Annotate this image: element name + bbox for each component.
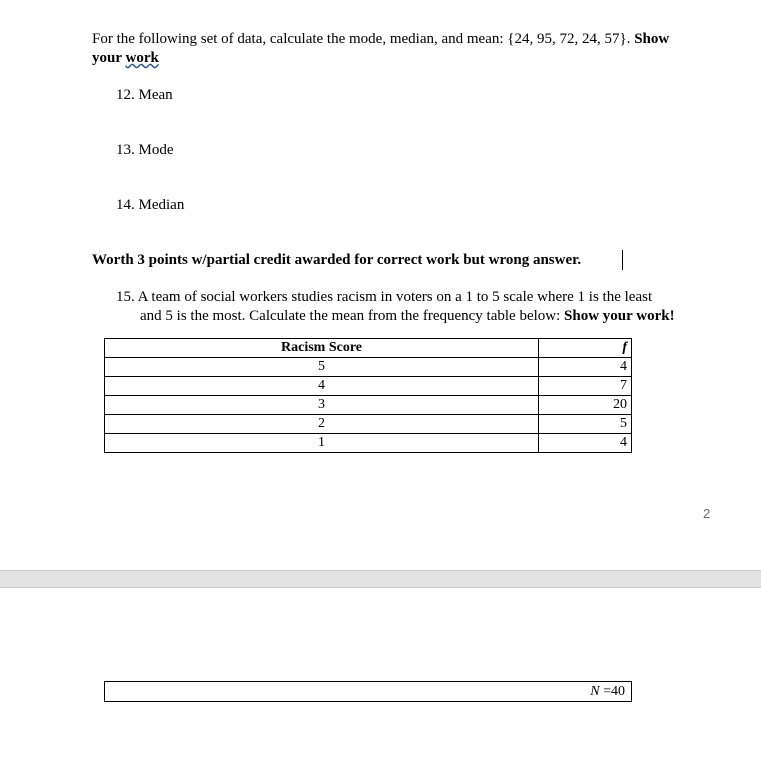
n-value: =40 bbox=[599, 684, 625, 699]
question-15-show-work: Show your work! bbox=[564, 308, 675, 324]
frequency-cell: 4 bbox=[539, 434, 632, 453]
table-row bbox=[105, 434, 632, 453]
n-label: N bbox=[590, 684, 600, 699]
frequency-table bbox=[104, 338, 632, 453]
score-cell: 2 bbox=[105, 415, 539, 434]
frequency-cell: 20 bbox=[539, 396, 632, 415]
text-cursor bbox=[622, 250, 623, 270]
total-n bbox=[590, 682, 625, 701]
header-racism-score: Racism Score bbox=[105, 339, 539, 358]
intro-work: work bbox=[125, 50, 159, 66]
score-cell: 1 bbox=[105, 434, 539, 453]
intro-line-1 bbox=[92, 30, 669, 49]
frequency-cell: 4 bbox=[539, 358, 632, 377]
page-break-gap bbox=[0, 570, 761, 588]
score-cell: 4 bbox=[105, 377, 539, 396]
question-15-text: and 5 is the most. Calculate the mean from the frequency table below: bbox=[140, 308, 561, 324]
table-row bbox=[105, 415, 632, 434]
table-header-row bbox=[105, 339, 632, 358]
intro-line-2 bbox=[92, 49, 159, 68]
intro-text: For the following set of data, calculate the mode, median, and mean: {24, 95, 72, 24, 57}. bbox=[92, 31, 631, 47]
intro-show: Show bbox=[634, 31, 670, 47]
score-cell: 5 bbox=[105, 358, 539, 377]
question-15-line-2 bbox=[140, 307, 675, 326]
total-n-row bbox=[104, 681, 632, 702]
table-row bbox=[105, 396, 632, 415]
question-12: 12. Mean bbox=[116, 87, 173, 103]
table-row bbox=[105, 358, 632, 377]
intro-your: your bbox=[92, 50, 122, 66]
worth-note: Worth 3 points w/partial credit awarded for correct work but wrong answer. bbox=[92, 252, 582, 268]
score-cell: 3 bbox=[105, 396, 539, 415]
question-15-line-1: 15. A team of social workers studies racism in voters on a 1 to 5 scale where 1 is the least bbox=[116, 289, 653, 305]
question-13: 13. Mode bbox=[116, 142, 174, 158]
page-number: 2 bbox=[703, 506, 711, 521]
frequency-cell: 7 bbox=[539, 377, 632, 396]
frequency-cell: 5 bbox=[539, 415, 632, 434]
header-frequency: f bbox=[539, 339, 632, 358]
table-row bbox=[105, 377, 632, 396]
question-14: 14. Median bbox=[116, 197, 185, 213]
